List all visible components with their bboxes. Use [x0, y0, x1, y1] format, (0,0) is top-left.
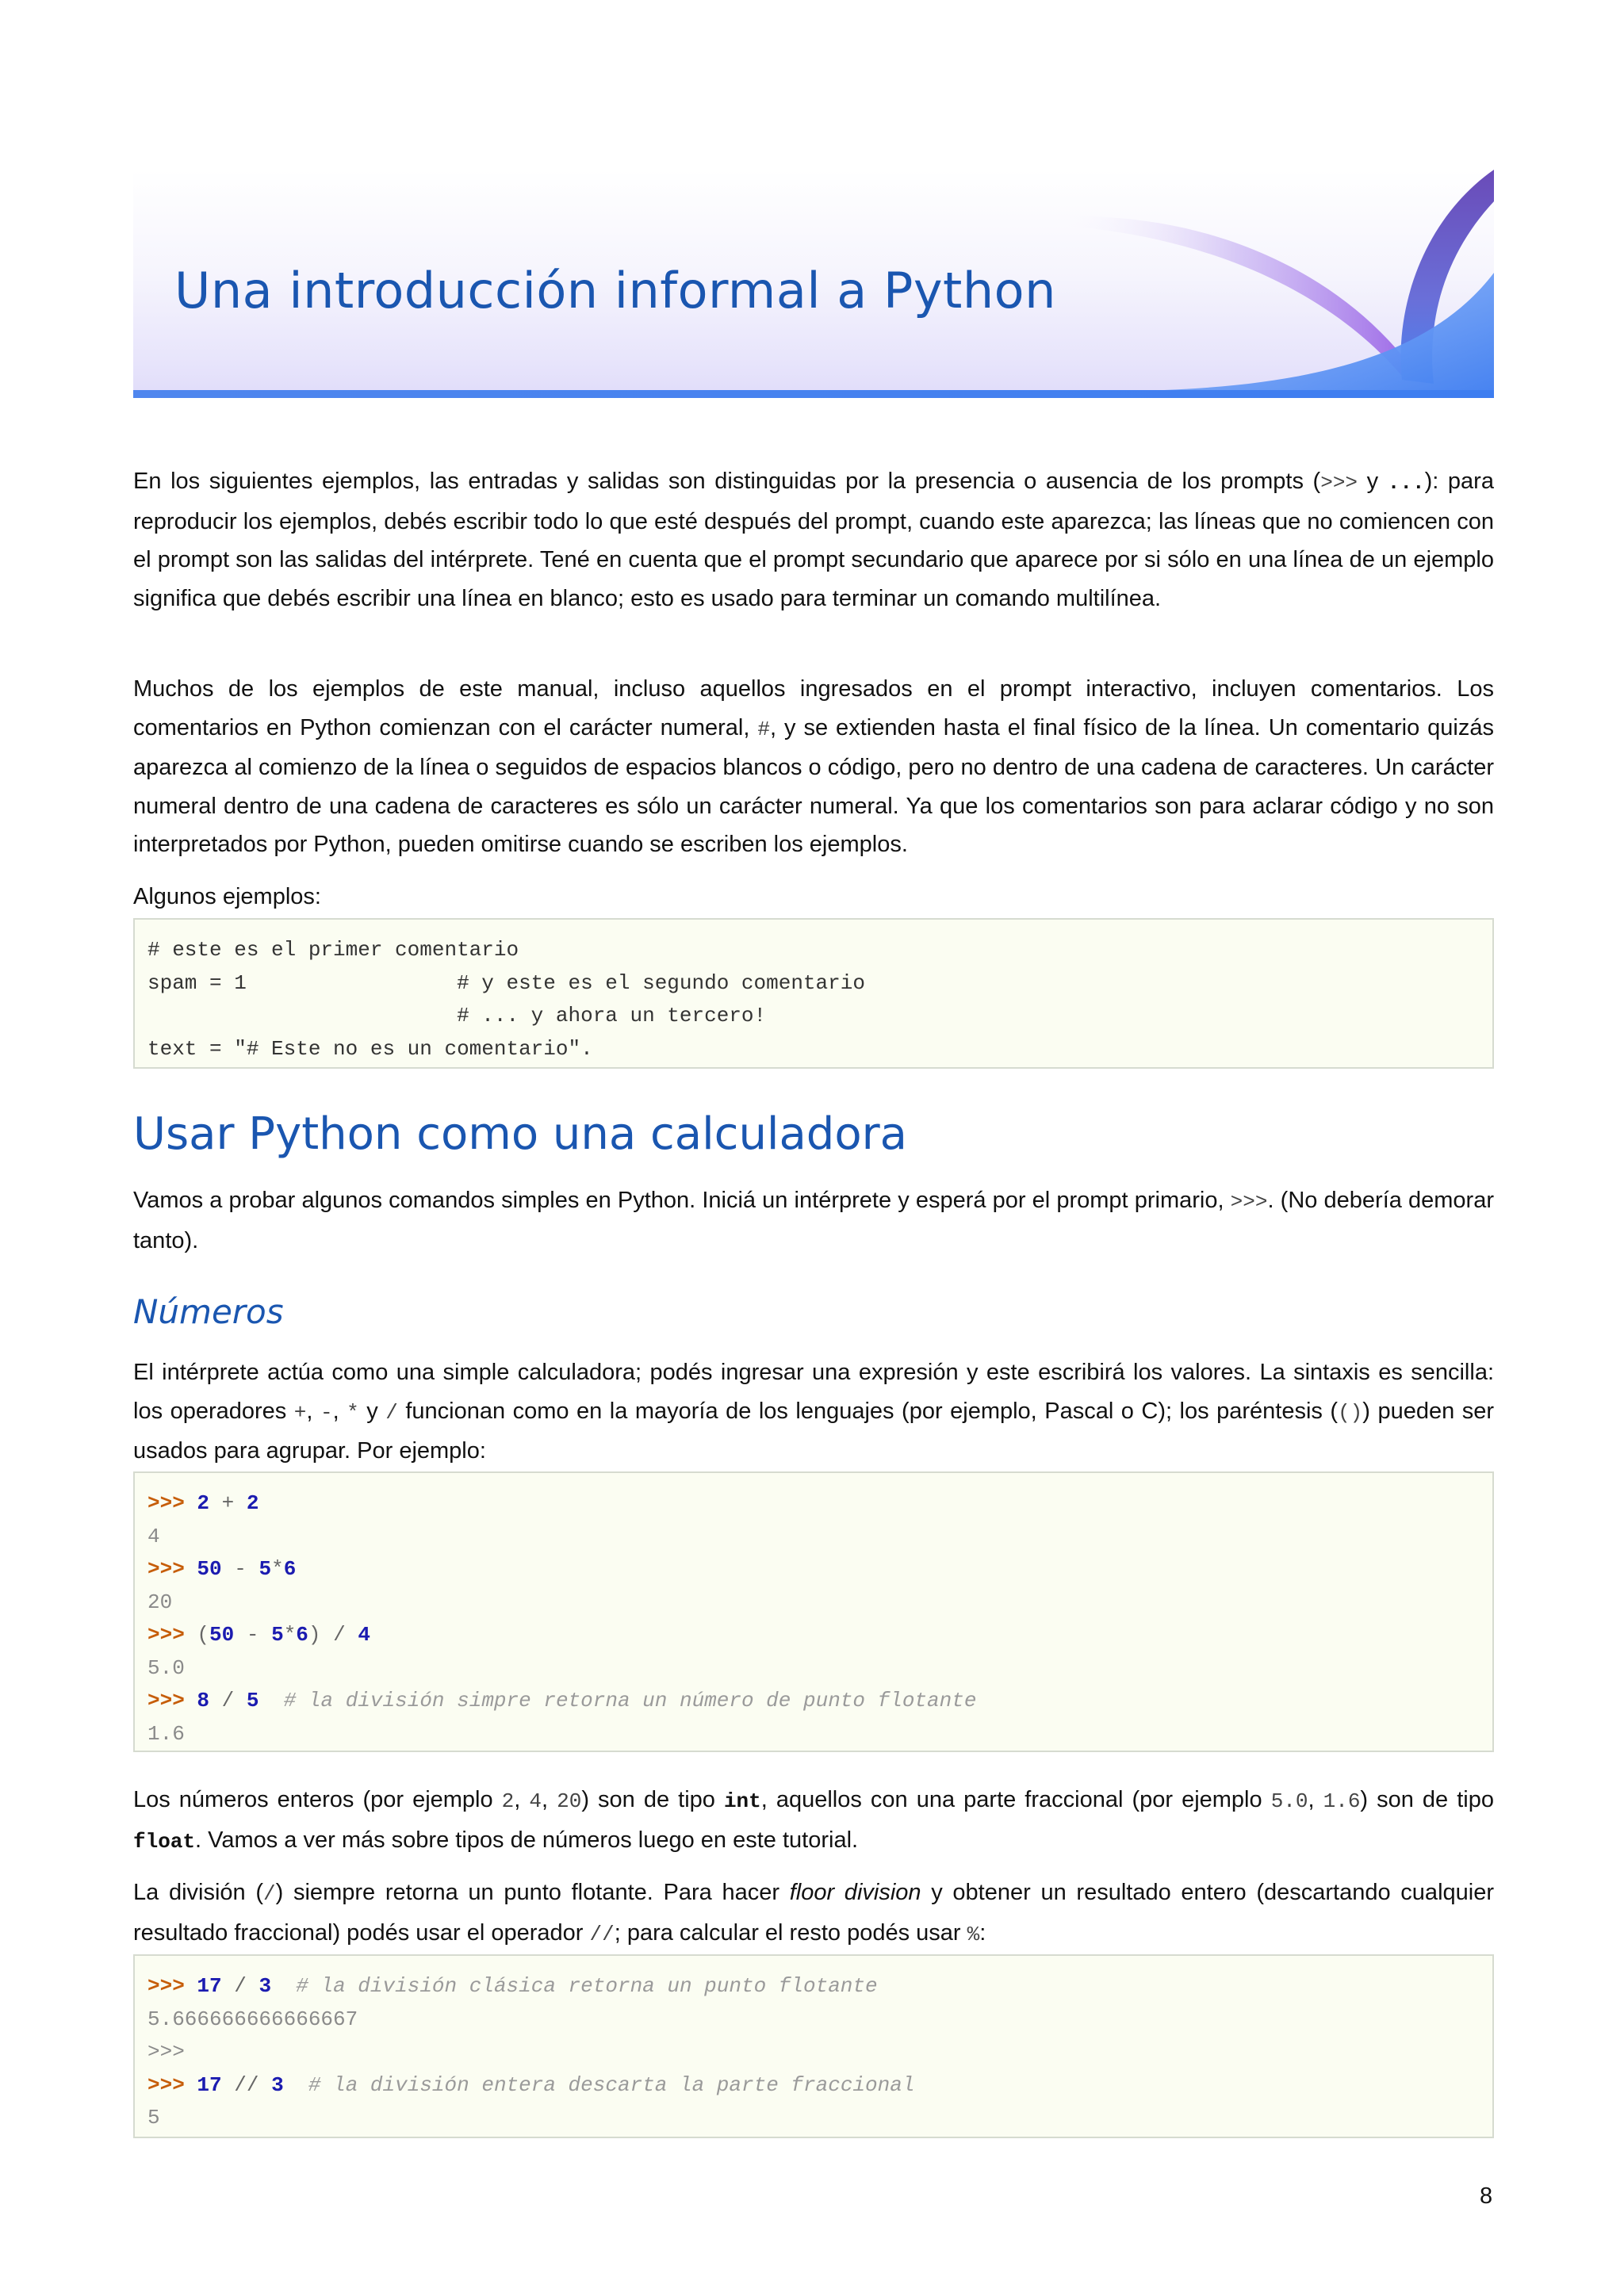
- text: . Vamos a ver más sobre tipos de números luego en este tutorial.: [195, 1827, 859, 1853]
- number: 5: [246, 1689, 259, 1712]
- code-line: # este es el primer comentario: [147, 938, 519, 962]
- inline-code: int: [723, 1789, 761, 1813]
- text: ) son de tipo: [1360, 1787, 1494, 1812]
- number: 6: [296, 1623, 308, 1647]
- text: ; para calcular el resto podés usar: [614, 1919, 967, 1946]
- prompt: >>>: [147, 2072, 185, 2097]
- text: . (No debería demorar tanto).: [133, 1188, 1494, 1253]
- number: 3: [259, 1974, 272, 1998]
- inline-code: /: [263, 1882, 276, 1906]
- prompt: >>>: [147, 1974, 185, 1998]
- text: ,: [1308, 1787, 1323, 1812]
- inline-code: *: [347, 1400, 359, 1425]
- code-output: 5.0: [147, 1655, 185, 1680]
- number: 4: [358, 1623, 370, 1647]
- code-line: # ... y ahora un tercero!: [147, 1004, 767, 1027]
- number: 17: [197, 2072, 222, 2097]
- number: 50: [209, 1623, 235, 1647]
- prompt: >>>: [147, 1689, 185, 1712]
- code-line: [147, 1619, 1480, 1652]
- text: y: [1358, 469, 1388, 494]
- number: 5: [259, 1557, 272, 1581]
- numbers-paragraph-1: [133, 1353, 1494, 1471]
- inline-code: 4: [529, 1789, 542, 1813]
- code-line: [147, 1553, 1480, 1586]
- text: Muchos de los ejemplos de este manual, incluso aquellos ingresados en el prompt interactivo, incluyen comentarios. Los comentarios en Python comienzan con el carácter numeral,: [133, 676, 1494, 740]
- intro-paragraph-2: [133, 670, 1494, 864]
- inline-code: -: [320, 1400, 333, 1425]
- inline-code: 1.6: [1323, 1789, 1361, 1813]
- text: La división (: [133, 1880, 264, 1905]
- code-output: 5: [147, 2106, 160, 2130]
- text: ) siempre retorna un punto flotante. Para hacer: [275, 1880, 790, 1905]
- subsection-title: Números: [133, 1292, 284, 1331]
- text: Vamos a probar algunos comandos simples en Python. Iniciá un intérprete y esperá por el prompt primario,: [133, 1188, 1231, 1213]
- text: ,: [332, 1398, 347, 1424]
- text: ): para reproducir los ejemplos, debés escribir todo lo que esté después del prompt, cuando este aparezca; las líneas que no comiencen con el prompt son las salidas del intérprete. Tené en cuenta que el prompt secundario que aparece por si sólo en una línea de un ejemplo significa que debés escribir una línea en blanco; esto es usado para terminar un comando multilínea.: [133, 469, 1494, 611]
- text: ,: [542, 1787, 557, 1812]
- code-comment: # la división simpre retorna un número de punto flotante: [283, 1689, 977, 1712]
- examples-label: Algunos ejemplos:: [133, 884, 321, 909]
- code-block-arithmetic: [133, 1471, 1494, 1752]
- inline-code: (): [1338, 1400, 1363, 1425]
- code-line: text = "# Este no es un comentario".: [147, 1036, 593, 1061]
- inline-code: >>>: [1320, 471, 1358, 495]
- code-block-comments: [133, 918, 1494, 1069]
- text: ,: [514, 1787, 530, 1812]
- inline-code: >>>: [1230, 1190, 1268, 1214]
- code-line: [147, 1970, 1480, 2003]
- operator: -: [234, 1557, 247, 1581]
- code-line: [147, 1487, 1480, 1521]
- inline-code: ...: [1387, 471, 1425, 495]
- operator: *: [271, 1557, 284, 1581]
- number: 6: [283, 1557, 297, 1581]
- section-paragraph: [133, 1181, 1494, 1260]
- text: En los siguientes ejemplos, las entradas y salidas son distinguidas por la presencia o ausencia de los prompts (: [133, 469, 1321, 494]
- page-number: 8: [1480, 2183, 1493, 2209]
- inline-code: float: [133, 1829, 196, 1854]
- code-output-prompt: >>>: [147, 2040, 185, 2064]
- inline-code: %: [967, 1922, 980, 1946]
- operator: /: [221, 1689, 235, 1712]
- number: 2: [246, 1491, 259, 1515]
- text: , y se extienden hasta el final físico de la línea. Un comentario quizás aparezca al comienzo de la línea o seguidos de espacios blancos o código, pero no dentro de una cadena de caracteres. Un carácter numeral dentro de una cadena de caracteres es sólo un carácter numeral. Ya que los comentarios son para aclarar código y no son interpretados por Python, pueden omitirse cuando se escriben los ejemplos.: [133, 714, 1494, 857]
- prompt: >>>: [147, 1557, 185, 1581]
- code-line: [147, 2069, 1480, 2103]
- operator: ): [308, 1623, 321, 1647]
- number: 17: [197, 1974, 222, 1998]
- section-title: Usar Python como una calculadora: [133, 1108, 907, 1160]
- numbers-paragraph-2: [133, 1781, 1494, 1861]
- code-output: 20: [147, 1590, 173, 1614]
- code-comment: # la división entera descarta la parte fraccional: [308, 2072, 915, 2097]
- code-output: 4: [147, 1524, 160, 1548]
- emphasis: floor division: [789, 1880, 921, 1905]
- operator: +: [221, 1491, 235, 1515]
- operator: /: [333, 1623, 346, 1647]
- inline-code: 20: [557, 1789, 582, 1813]
- text: y obtener un resultado entero (descartando cualquier resultado fraccional) podés usar el operador: [133, 1880, 1494, 1946]
- intro-paragraph-1: [133, 462, 1494, 618]
- code-output: 5.666666666666667: [147, 2007, 358, 2031]
- operator: -: [246, 1623, 259, 1647]
- code-block-division: [133, 1954, 1494, 2138]
- code-comment: # la división clásica retorna un punto flotante: [296, 1974, 878, 1998]
- inline-code: //: [589, 1922, 615, 1946]
- operator: (: [197, 1623, 210, 1647]
- page-title: Una introducción informal a Python: [174, 262, 1056, 320]
- text: :: [979, 1919, 986, 1946]
- operator: /: [234, 1974, 247, 1998]
- code-line: [147, 1685, 1480, 1718]
- number: 2: [197, 1491, 210, 1515]
- text: y: [358, 1398, 386, 1424]
- number: 8: [197, 1689, 210, 1712]
- inline-code: #: [757, 717, 770, 741]
- numbers-paragraph-3: [133, 1873, 1494, 1954]
- inline-code: 5.0: [1270, 1789, 1308, 1813]
- code-line: spam = 1 # y este es el segundo comentario: [147, 970, 865, 995]
- operator: *: [283, 1623, 297, 1647]
- text: funcionan como en la mayoría de los lenguajes (por ejemplo, Pascal o C); los paréntesis (: [397, 1398, 1339, 1424]
- text: ,: [306, 1398, 320, 1424]
- text: Los números enteros (por ejemplo: [133, 1787, 502, 1812]
- inline-code: /: [385, 1400, 398, 1425]
- code-output: 1.6: [147, 1721, 185, 1746]
- inline-code: 2: [501, 1789, 515, 1813]
- text: ) pueden ser usados para agrupar. Por ejemplo:: [133, 1398, 1495, 1464]
- number: 50: [197, 1557, 222, 1581]
- text: , aquellos con una parte fraccional (por ejemplo: [760, 1787, 1271, 1812]
- text: El intérprete actúa como una simple calculadora; podés ingresar una expresión y este escribirá los valores. La sintaxis es sencilla: los operadores: [133, 1360, 1494, 1424]
- text: ) son de tipo: [581, 1787, 724, 1812]
- number: 5: [271, 1623, 284, 1647]
- operator: //: [234, 2072, 259, 2097]
- banner-bottom-bar: [133, 390, 1494, 398]
- number: 3: [271, 2072, 284, 2097]
- inline-code: +: [293, 1400, 307, 1425]
- prompt: >>>: [147, 1623, 185, 1647]
- prompt: >>>: [147, 1491, 185, 1515]
